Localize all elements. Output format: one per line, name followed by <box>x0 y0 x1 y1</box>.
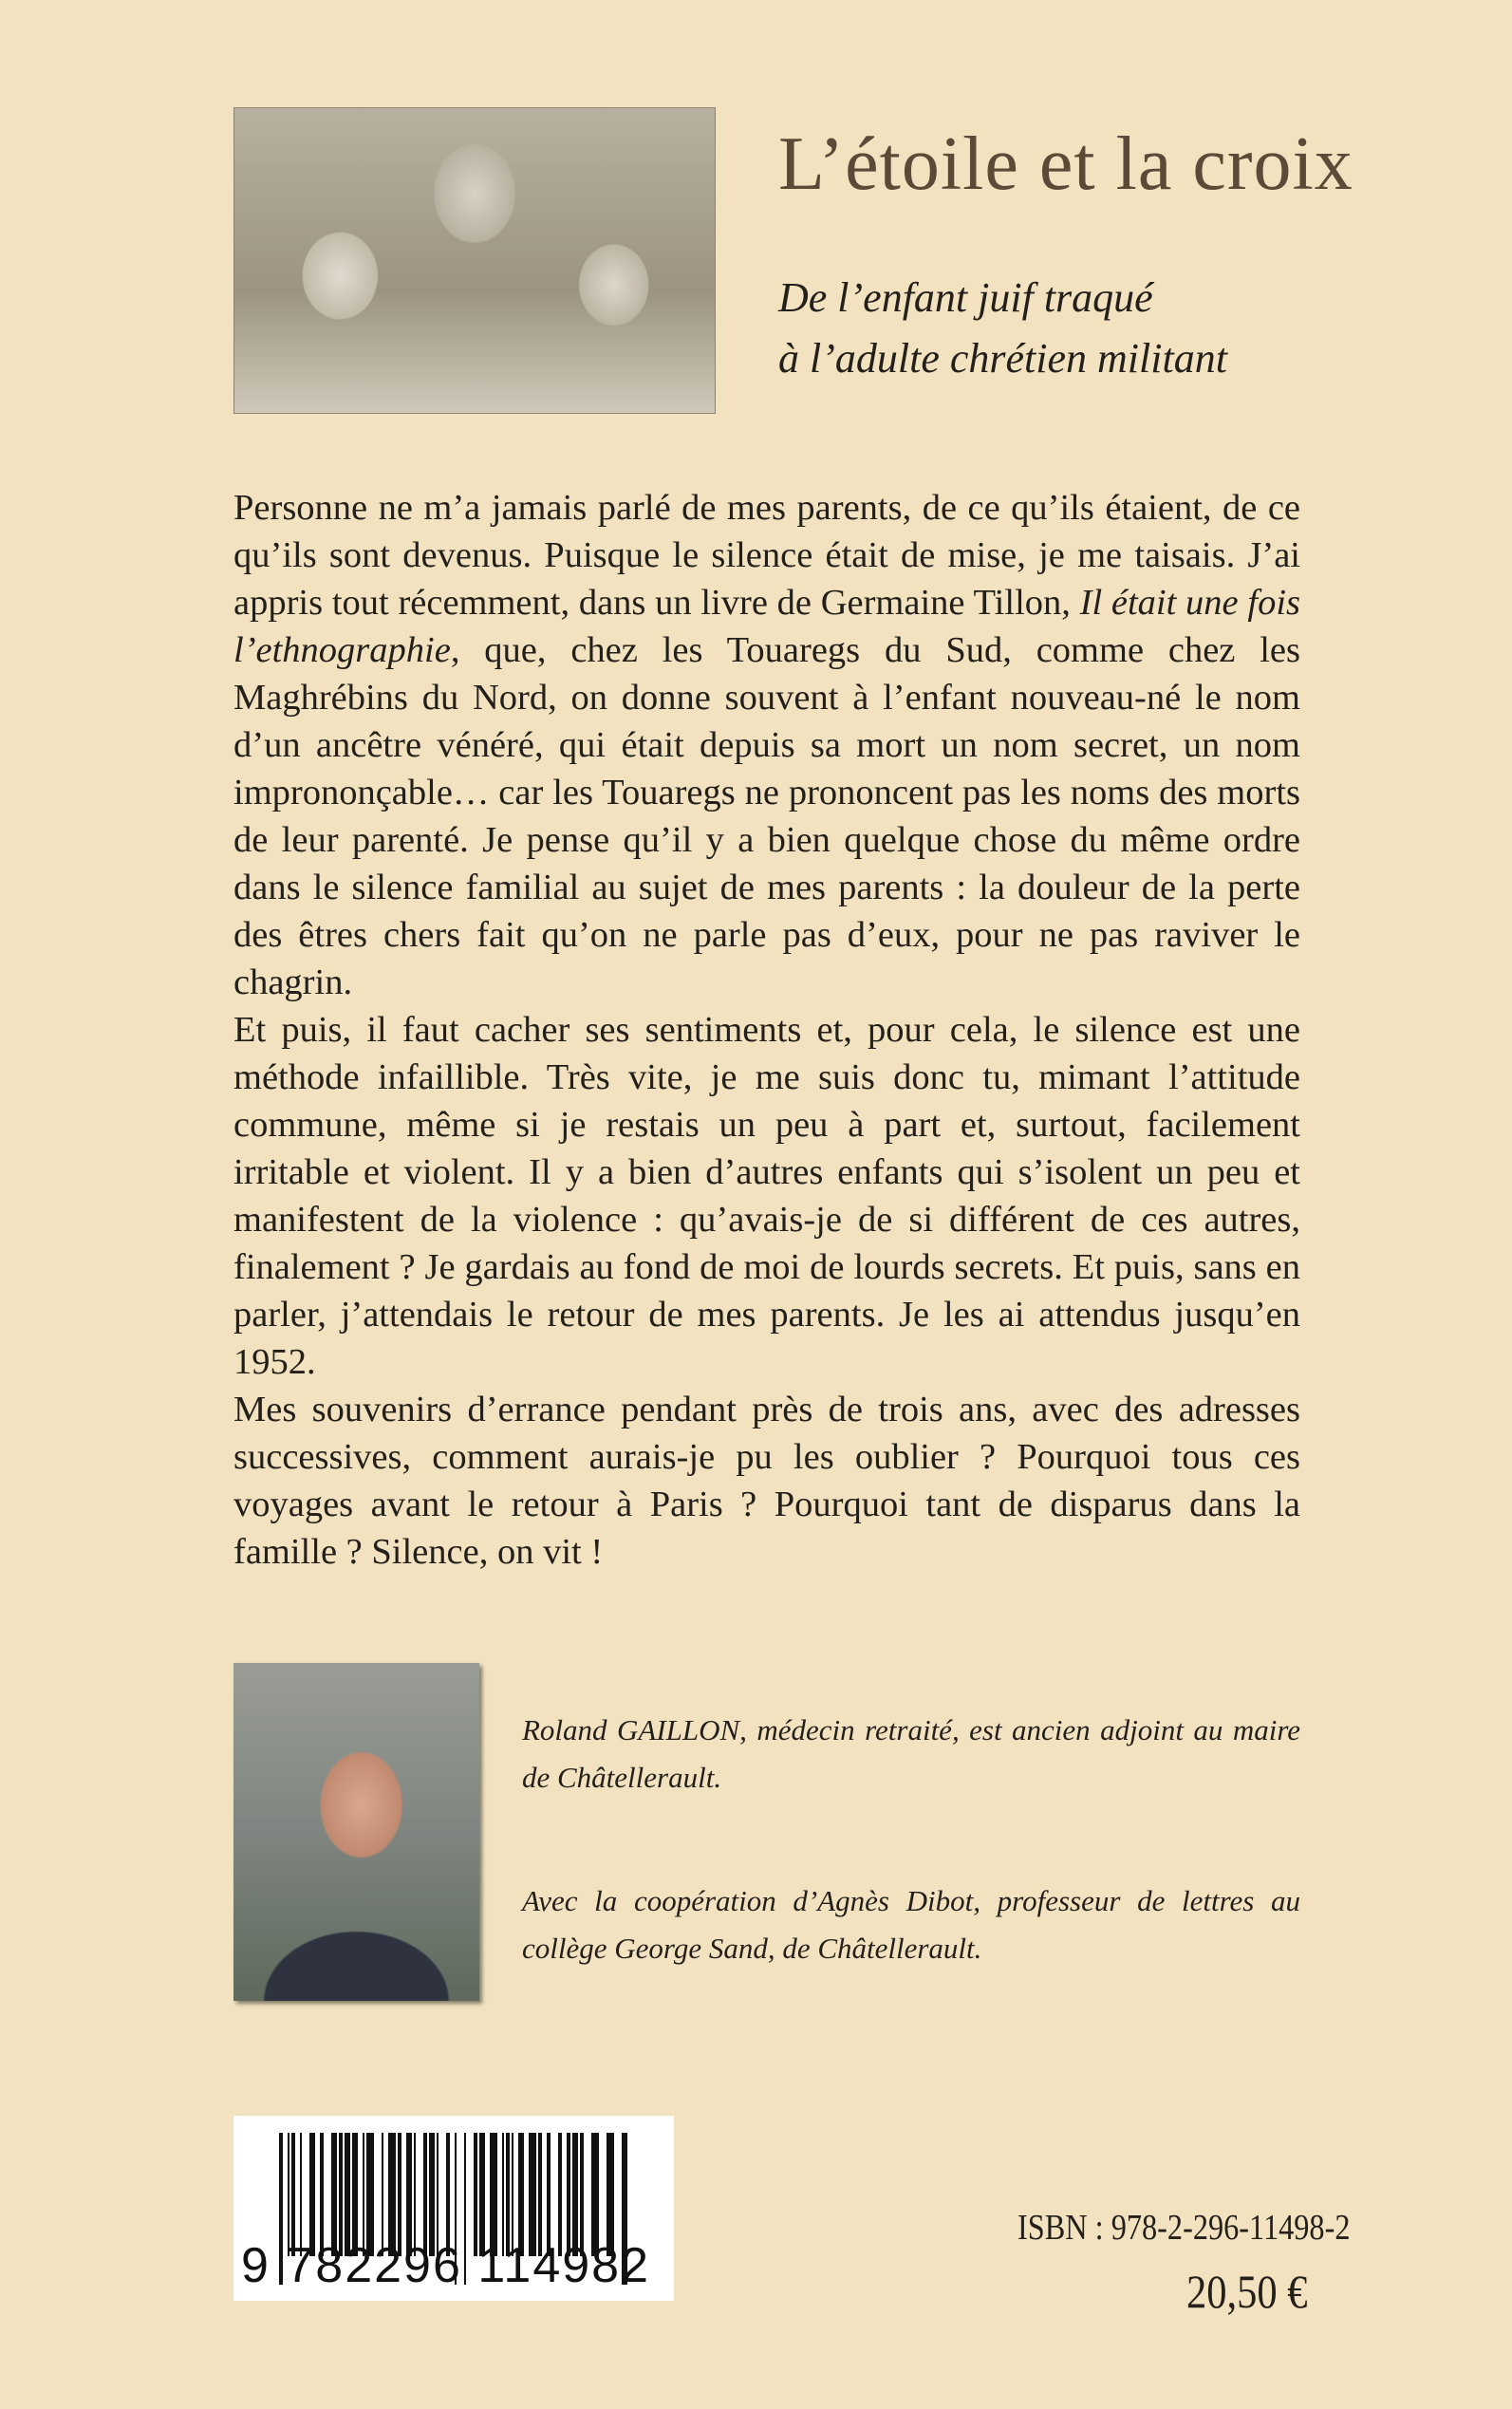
text: , que, chez les Touaregs du Sud, comme chez les Maghrébins du Nord, on donne souvent à l’enfant nouveau-né le nom d’un ancêtre vénéré, qui était depuis sa mort un nom secret, un nom imprononçable… car les Touaregs ne prononcent pas les noms des morts de leur parenté. Je pense qu’il y a bien quelque chose du même ordre dans le silence familial au sujet de mes parents : la douleur de la perte des êtres chers fait qu’on ne parle pas d’eux, pour ne pas raviver le chagrin. <box>233 630 1300 1002</box>
barcode-digits: 9 782296 114982 <box>241 2238 650 2293</box>
author-bio: Roland GAILLON, médecin retraité, est ancien adjoint au maire de Châtellerault. <box>522 1713 1300 1794</box>
barcode <box>233 2116 674 2301</box>
blurb-paragraph <box>233 484 1300 1006</box>
author-photo <box>233 1663 479 2001</box>
family-photo <box>233 107 716 414</box>
cooperation-note: Avec la coopération d’Agnès Dibot, professeur de lettres au collège George Sand, de Châtellerault. <box>522 1884 1300 1965</box>
blurb-paragraph: Mes souvenirs d’errance pendant près de trois ans, avec des adresses successives, comment aurais-je pu les oublier ? Pourquoi tous ces voyages avant le retour à Paris ? Pourquoi tant de disparus dans la famille ? Silence, on vit ! <box>233 1390 1300 1572</box>
author-section <box>522 1707 1300 2048</box>
book-subtitle <box>778 268 1227 389</box>
subtitle-line: De l’enfant juif traqué <box>778 274 1153 321</box>
price: 20,50 € <box>1186 2265 1308 2318</box>
text: Personne ne m’a jamais parlé de mes parents, de ce qu’ils étaient, de ce qu’ils sont devenus. Puisque le silence était de mise, je me taisais. J’ai appris tout récemment, dans un livre de Germaine Tillon, <box>233 488 1300 623</box>
subtitle-line: à l’adulte chrétien militant <box>778 335 1227 382</box>
blurb <box>233 484 1300 1576</box>
book-title: L’étoile et la croix <box>778 122 1353 206</box>
isbn: ISBN : 978-2-296-11498-2 <box>1017 2208 1351 2248</box>
book-reference: Il était une fois l’ethnographie <box>233 583 1300 670</box>
blurb-paragraph: Et puis, il faut cacher ses sentiments et, pour cela, le silence est une méthode infaillible. Très vite, je me suis donc tu, mimant l’attitude commune, même si je restais un peu à part et, surtout, facilement irritable et violent. Il y a bien d’autres enfants qui s’isolent un peu et manifestent de la violence : qu’avais-je de si différent de ces autres, finalement ? Je gardais au fond de moi de lourds secrets. Et puis, sans en parler, j’attendais le retour de mes parents. Je les ai attendus jusqu’en 1952. <box>233 1010 1300 1382</box>
